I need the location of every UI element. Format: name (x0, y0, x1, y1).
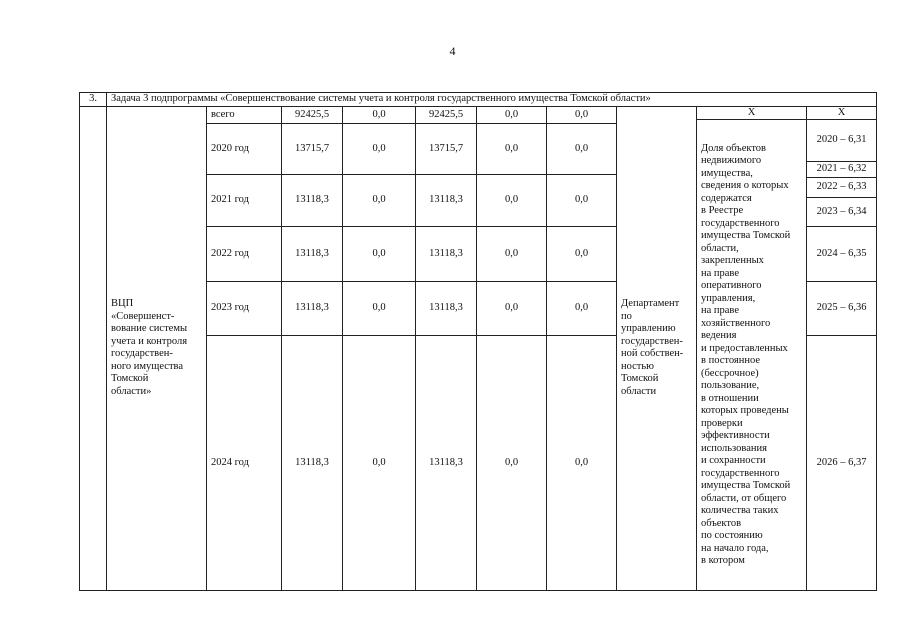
local-cell: 0,0 (477, 124, 547, 175)
regional-cell: 13118,3 (416, 282, 477, 336)
period-cell: всего (207, 106, 282, 124)
total-cell: 13715,7 (282, 124, 343, 175)
task-number: 3. (80, 93, 107, 107)
value-2024: 2024 – 6,35 (807, 227, 877, 282)
total-cell: 13118,3 (282, 282, 343, 336)
page-number: 4 (449, 44, 456, 58)
extra-cell: 0,0 (547, 124, 617, 175)
total-cell: 13118,3 (282, 227, 343, 282)
federal-cell: 0,0 (343, 227, 416, 282)
value-2025: 2025 – 6,36 (807, 282, 877, 336)
local-cell: 0,0 (477, 282, 547, 336)
extra-cell: 0,0 (547, 282, 617, 336)
regional-cell: 13118,3 (416, 227, 477, 282)
period-cell: 2021 год (207, 175, 282, 227)
table-row (80, 106, 877, 120)
local-cell: 0,0 (477, 106, 547, 124)
extra-cell: 0,0 (547, 336, 617, 591)
number-cell-empty (80, 106, 107, 591)
period-cell: 2022 год (207, 227, 282, 282)
period-cell: 2020 год (207, 124, 282, 175)
local-cell: 0,0 (477, 175, 547, 227)
period-cell: 2023 год (207, 282, 282, 336)
extra-cell: 0,0 (547, 175, 617, 227)
federal-cell: 0,0 (343, 282, 416, 336)
values-header: Х (807, 106, 877, 120)
value-2023: 2023 – 6,34 (807, 198, 877, 227)
local-cell: 0,0 (477, 336, 547, 591)
period-cell: 2024 год (207, 336, 282, 591)
federal-cell: 0,0 (343, 175, 416, 227)
regional-cell: 13118,3 (416, 175, 477, 227)
department-cell: Департамент по управлению государствен- ной собствен- ностью Томской области (617, 106, 697, 591)
value-2022: 2022 – 6,33 (807, 178, 877, 198)
total-cell: 13118,3 (282, 336, 343, 591)
federal-cell: 0,0 (343, 124, 416, 175)
federal-cell: 0,0 (343, 336, 416, 591)
extra-cell: 0,0 (547, 106, 617, 124)
indicator-header: Х (697, 106, 807, 120)
indicator-text: Доля объектов недвижимого имущества, сведения о которых содержатся в Реестре государственного имущества Томской области, закрепленных на праве оперативного управления, на праве хозяйственного ведения и предоставленных в постоянное (бессрочное) пользование, в отношении которых проведены проверки эффективности использования и сохранности государственного имущества Томской области, от общего количества таких объектов по состоянию на начало года, в котором (697, 120, 807, 591)
local-cell: 0,0 (477, 227, 547, 282)
task-title: Задача 3 подпрограммы «Совершенствование системы учета и контроля государственного имущества Томской области» (107, 93, 877, 107)
value-2026: 2026 – 6,37 (807, 336, 877, 591)
regional-cell: 13715,7 (416, 124, 477, 175)
federal-cell: 0,0 (343, 106, 416, 124)
value-2020: 2020 – 6,31 (807, 120, 877, 162)
program-table (79, 92, 877, 591)
task-row (80, 93, 877, 107)
total-cell: 92425,5 (282, 106, 343, 124)
regional-cell: 92425,5 (416, 106, 477, 124)
program-name: ВЦП «Совершенст- вование системы учета и контроля государствен- ного имущества Томской области» (107, 106, 207, 591)
value-2021: 2021 – 6,32 (807, 162, 877, 178)
extra-cell: 0,0 (547, 227, 617, 282)
total-cell: 13118,3 (282, 175, 343, 227)
regional-cell: 13118,3 (416, 336, 477, 591)
